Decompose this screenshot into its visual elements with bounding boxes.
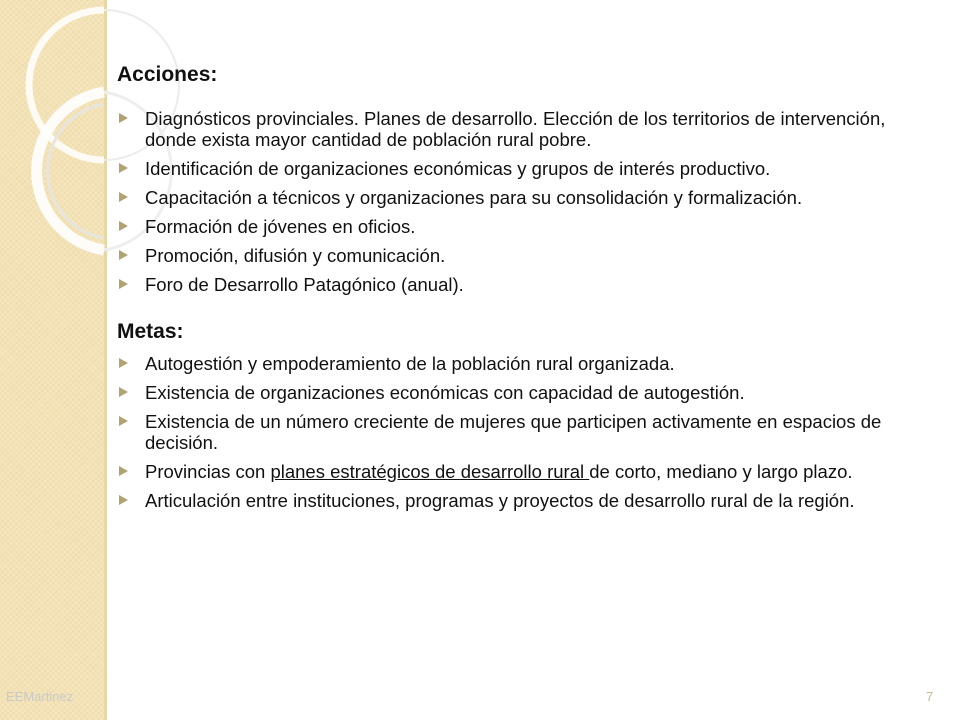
metas-heading: Metas:	[117, 320, 184, 343]
page-number: 7	[926, 689, 934, 704]
arrow-bullet-icon	[119, 163, 128, 173]
list-item: Autogestión y empoderamiento de la población rural organizada.	[117, 353, 907, 374]
list-item: Promoción, difusión y comunicación.	[117, 245, 907, 266]
slide-content	[117, 60, 907, 519]
arrow-bullet-icon	[119, 250, 128, 260]
list-item: Formación de jóvenes en oficios.	[117, 216, 907, 237]
list-item: Diagnósticos provinciales. Planes de desarrollo. Elección de los territorios de intervención, donde exista mayor cantidad de población rural pobre.	[117, 108, 907, 150]
arrow-bullet-icon	[119, 192, 128, 202]
arrow-bullet-icon	[119, 113, 128, 123]
metas-list	[117, 353, 907, 511]
arrow-bullet-icon	[119, 466, 128, 476]
arrow-bullet-icon	[119, 221, 128, 231]
footer-author: EEMartinez	[6, 689, 74, 704]
list-item: Capacitación a técnicos y organizaciones para su consolidación y formalización.	[117, 187, 907, 208]
list-item: Existencia de organizaciones económicas con capacidad de autogestión.	[117, 382, 907, 403]
list-item: Articulación entre instituciones, programas y proyectos de desarrollo rural de la región.	[117, 490, 907, 511]
acciones-heading: Acciones:	[117, 63, 218, 86]
list-item: Identificación de organizaciones económicas y grupos de interés productivo.	[117, 158, 907, 179]
planes-estrategicos-link[interactable]: planes estratégicos de desarrollo rural	[270, 461, 590, 482]
acciones-list	[117, 108, 907, 295]
list-item: Existencia de un número creciente de mujeres que participen activamente en espacios de decisión.	[117, 411, 907, 453]
arrow-bullet-icon	[119, 358, 128, 368]
arrow-bullet-icon	[119, 387, 128, 397]
list-item: Foro de Desarrollo Patagónico (anual).	[117, 274, 907, 295]
list-item: Provincias con planes estratégicos de desarrollo rural de corto, mediano y largo plazo.	[117, 461, 907, 482]
arrow-bullet-icon	[119, 416, 128, 426]
arrow-bullet-icon	[119, 495, 128, 505]
arrow-bullet-icon	[119, 279, 128, 289]
